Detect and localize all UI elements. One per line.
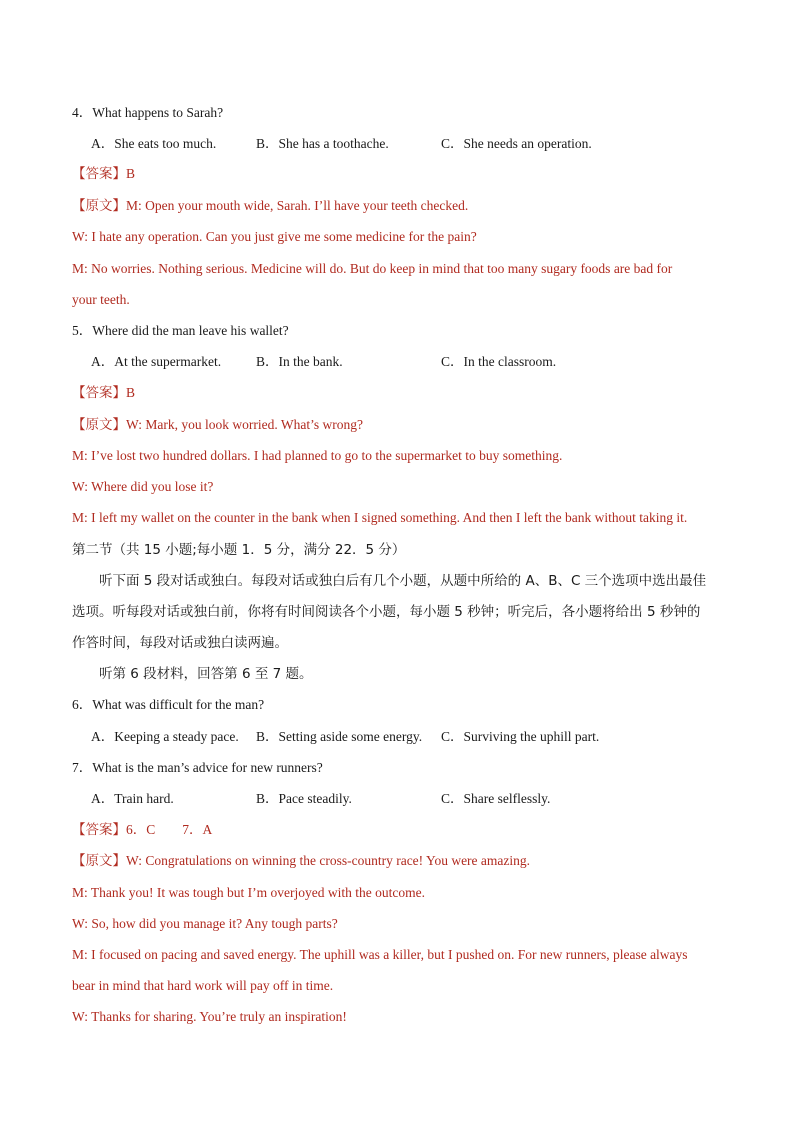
question-4-stem: 4．What happens to Sarah? (72, 105, 224, 120)
script-label: 【原文】 (72, 853, 126, 869)
section-2-heading: 第二节（共 15 小题;每小题 1．5 分，满分 22．5 分） (72, 542, 406, 558)
answer-label: 【答案】 (72, 385, 126, 401)
answer-value: B (126, 166, 136, 181)
answer-label: 【答案】 (72, 822, 126, 838)
script-text: W: Congratulations on winning the cross-country race! You were amazing. (126, 853, 531, 868)
question-6-option-c: C．Surviving the uphill part. (441, 729, 600, 744)
question-4-option-b: B．She has a toothache. (256, 136, 389, 151)
question-4-answer (72, 165, 135, 183)
question-7-option-a: A．Train hard. (91, 791, 174, 806)
question-7-option-c: C．Share selflessly. (441, 791, 551, 806)
answer-label: 【答案】 (72, 166, 126, 182)
question-6-7-script-line: W: Thanks for sharing. You’re truly an inspiration! (72, 1009, 347, 1024)
question-6-7-script-line: M: I focused on pacing and saved energy. The uphill was a killer, but I pushed on. For new runners, please always (72, 947, 688, 962)
script-text: W: Mark, you look worried. What’s wrong? (126, 417, 363, 432)
question-5-script-line: M: I’ve lost two hundred dollars. I had planned to go to the supermarket to buy something. (72, 448, 563, 463)
question-6-option-b: B．Setting aside some energy. (256, 729, 423, 744)
question-5-script-line: M: I left my wallet on the counter in the bank when I signed something. And then I left the bank without taking it. (72, 510, 688, 525)
question-6-option-a: A．Keeping a steady pace. (91, 729, 239, 744)
script-text: M: Open your mouth wide, Sarah. I’ll have your teeth checked. (126, 198, 469, 213)
question-5-option-c: C．In the classroom. (441, 354, 557, 369)
question-7-stem: 7．What is the man’s advice for new runners? (72, 760, 323, 775)
script-label: 【原文】 (72, 417, 126, 433)
question-6-7-answer (72, 821, 212, 839)
section-2-instruction: 听下面 5 段对话或独白。每段对话或独白后有几个小题，从题中所给的 A、B、C 三个选项中选出最佳 (99, 573, 707, 589)
question-4-script-line (72, 197, 468, 215)
section-2-instruction: 作答时间，每段对话或独白读两遍。 (72, 635, 288, 651)
question-4-option-c: C．She needs an operation. (441, 136, 592, 151)
question-7-option-b: B．Pace steadily. (256, 791, 352, 806)
question-5-script-line (72, 416, 363, 434)
script-label: 【原文】 (72, 198, 126, 214)
section-2-instruction: 选项。听每段对话或独白前，你将有时间阅读各个小题，每小题 5 秒钟；听完后，各小题将给出 5 秒钟的 (72, 604, 701, 620)
question-5-option-b: B．In the bank. (256, 354, 343, 369)
question-5-stem: 5．Where did the man leave his wallet? (72, 323, 289, 338)
material-note: 听第 6 段材料，回答第 6 至 7 题。 (99, 666, 313, 682)
question-6-7-script-line: bear in mind that hard work will pay off in time. (72, 978, 334, 993)
question-5-option-a: A．At the supermarket. (91, 354, 222, 369)
answer-value: 6．C 7．A (126, 822, 213, 837)
question-4-script-line: your teeth. (72, 292, 130, 307)
question-6-7-script-line (72, 852, 530, 870)
question-4-script-line: W: I hate any operation. Can you just give me some medicine for the pain? (72, 229, 477, 244)
question-5-script-line: W: Where did you lose it? (72, 479, 214, 494)
question-4-script-line: M: No worries. Nothing serious. Medicine will do. But do keep in mind that too many sugary foods are bad for (72, 261, 673, 276)
question-6-7-script-line: M: Thank you! It was tough but I’m overjoyed with the outcome. (72, 885, 425, 900)
answer-value: B (126, 385, 136, 400)
question-5-answer (72, 384, 135, 402)
question-6-stem: 6．What was difficult for the man? (72, 697, 265, 712)
question-4-option-a: A．She eats too much. (91, 136, 217, 151)
question-6-7-script-line: W: So, how did you manage it? Any tough parts? (72, 916, 338, 931)
